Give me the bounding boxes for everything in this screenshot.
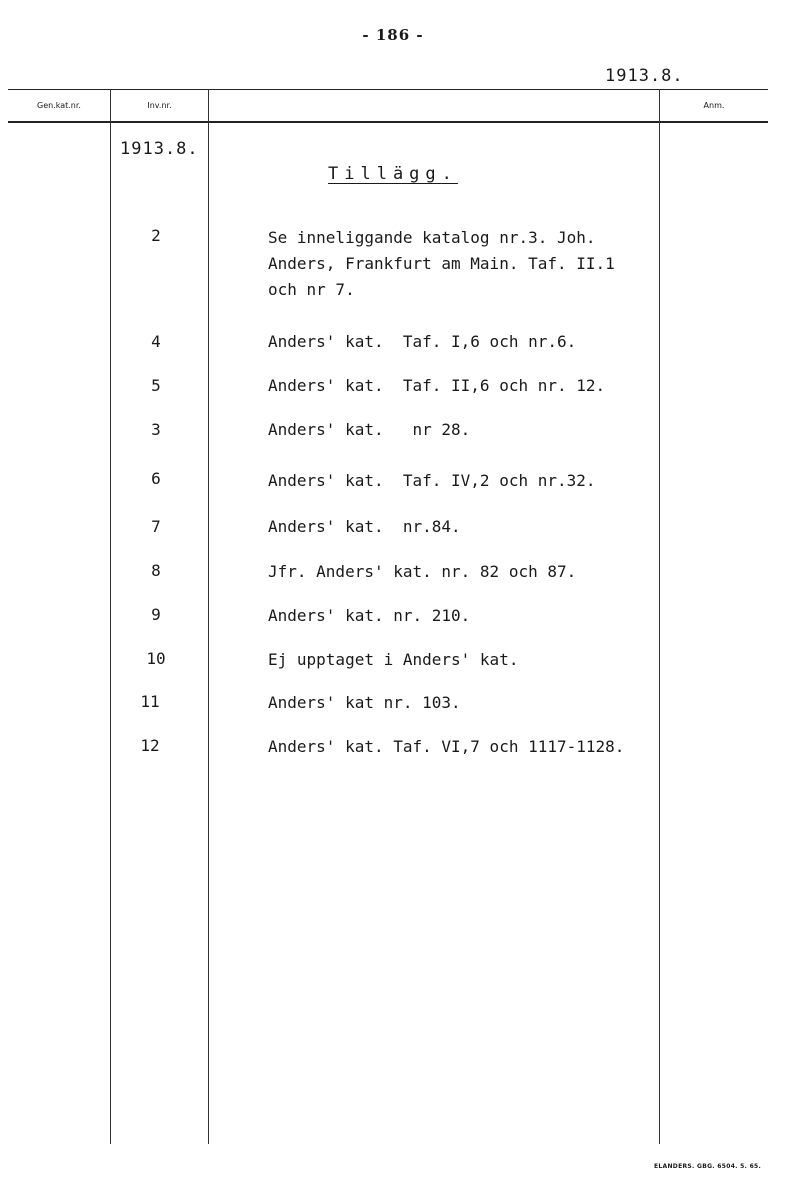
column-divider-3 bbox=[659, 89, 660, 1144]
inv-number: 12 bbox=[140, 736, 160, 755]
header-top-rule bbox=[8, 89, 768, 90]
inv-number: 4 bbox=[151, 332, 161, 351]
entry-description: Anders' kat nr. 103. bbox=[268, 693, 461, 712]
header-year: 1913.8. bbox=[605, 66, 684, 86]
entry-description: Anders' kat. nr 28. bbox=[268, 420, 471, 439]
entry-description: Anders' kat. nr.84. bbox=[268, 517, 461, 536]
entry-description: Jfr. Anders' kat. nr. 82 och 87. bbox=[268, 562, 577, 581]
inv-number: 10 bbox=[146, 649, 166, 668]
printer-imprint: ELANDERS. GBG. 6504. 5. 65. bbox=[654, 1163, 762, 1170]
section-date: 1913.8. bbox=[120, 139, 199, 159]
entry-description: Se inneliggande katalog nr.3. Joh. Anders, Frankfurt am Main. Taf. II.1 och nr 7. bbox=[268, 228, 615, 299]
column-header-inv: Inv.nr. bbox=[147, 101, 172, 110]
entry-description: Anders' kat. Taf. VI,7 och 1117-1128. bbox=[268, 737, 625, 756]
inv-number: 6 bbox=[151, 469, 161, 488]
inv-number: 5 bbox=[151, 376, 161, 395]
entry-description: Ej upptaget i Anders' kat. bbox=[268, 650, 519, 669]
column-divider-2 bbox=[208, 89, 209, 1144]
section-title: Tillägg. bbox=[328, 164, 458, 184]
column-header-gen-kat: Gen.kat.nr. bbox=[37, 101, 81, 110]
column-header-anm: Anm. bbox=[703, 101, 725, 110]
inv-number: 9 bbox=[151, 605, 161, 624]
inv-number: 7 bbox=[151, 517, 161, 536]
inv-number: 11 bbox=[140, 692, 160, 711]
header-bottom-rule bbox=[8, 121, 768, 123]
page-number: - 186 - bbox=[362, 26, 424, 44]
inv-number: 3 bbox=[151, 420, 161, 439]
column-divider-1 bbox=[110, 89, 111, 1144]
inv-number: 8 bbox=[151, 561, 161, 580]
inv-number: 2 bbox=[151, 226, 161, 245]
entry-description: Anders' kat. Taf. I,6 och nr.6. bbox=[268, 332, 577, 351]
entry-description: Anders' kat. nr. 210. bbox=[268, 606, 471, 625]
entry-description: Anders' kat. Taf. II,6 och nr. 12. bbox=[268, 376, 606, 395]
entry-description: Anders' kat. Taf. IV,2 och nr.32. bbox=[268, 471, 596, 490]
